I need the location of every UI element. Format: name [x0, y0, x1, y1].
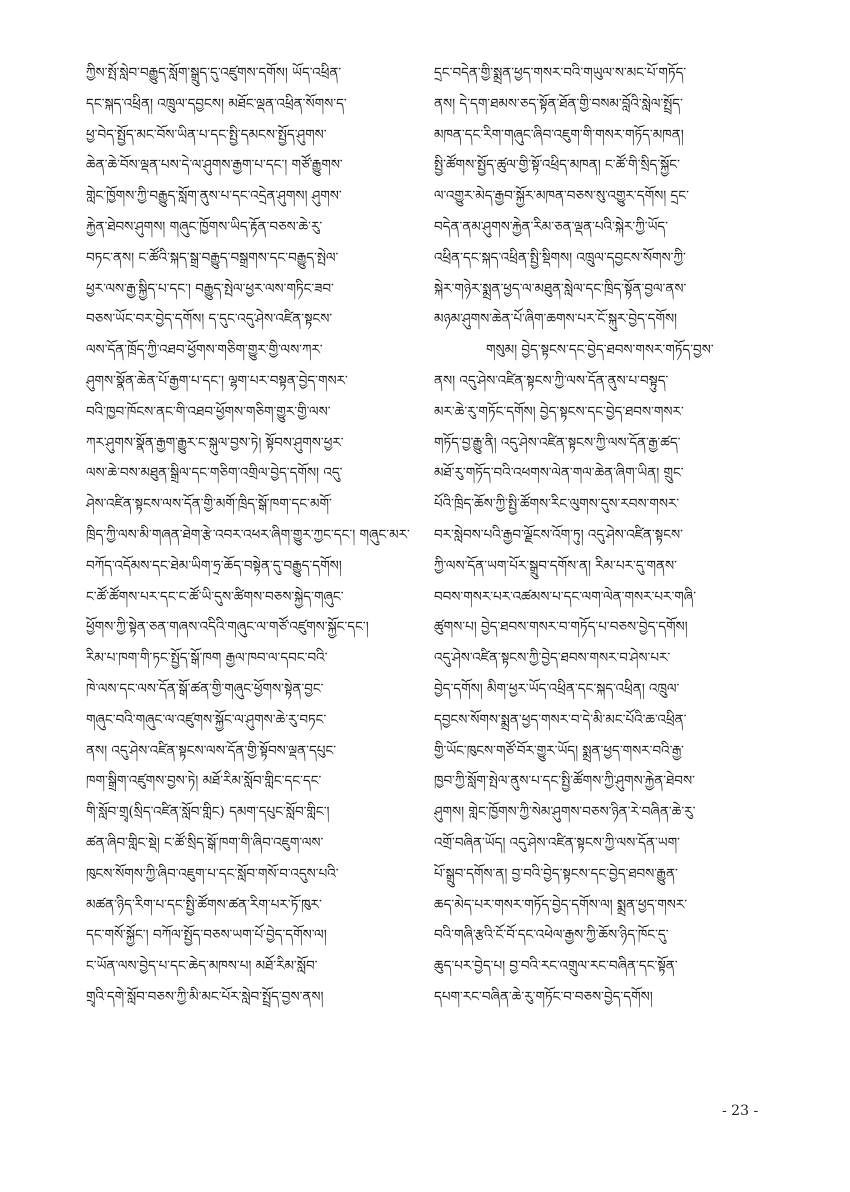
text-line: ནས། འདུ་ཤེས་འཛིན་སྟངས་ལས་དོན་གྱི་སྟོབས་ལྡན་དཔུང་: [86, 742, 337, 759]
text-line: པོའི་ཁྲིད་ཆོས་ཀྱི་སྤྱི་ཚོགས་རིང་ལུགས་དུས་རབས་གསར་: [434, 496, 680, 513]
text-line: འདུ་ཤེས་འཛིན་སྟངས་ཀྱི་བྱེད་ཐབས་གསར་བ་ཤེས་པར་: [434, 650, 671, 667]
text-line: དང་གསོ་སྐྱོང་། བཀོལ་སྤྱོད་བཅས་ཡག་པོ་བྱེད་དགོས་ལ།: [86, 927, 327, 944]
text-line: ཁེ་ལས་དང་ལས་དོན་སྒོ་ཚན་གྱི་གཞུང་ཕྱོགས་སྟེན་བྱང་: [86, 680, 324, 697]
text-line: གསུམ། བྱེད་སྟངས་དང་བྱེད་ཐབས་གསར་གཏོད་བྱས་: [486, 342, 714, 359]
page-number: - 23 -: [722, 1103, 759, 1119]
text-line: དང་སྐད་འཕྲིན། འཁྲུལ་དབྱངས། མཐོང་ལྡན་འཕྲིན་སོགས་ད་: [86, 95, 347, 112]
text-line: བའི་གཞི་རྩའི་ངོ་བོ་དང་འཕེལ་རྒྱས་ཀྱི་ཆོས་ཉིད་ཁོང་དུ་: [434, 927, 669, 944]
text-line: འགྲོ་བཞིན་ཡོད། འདུ་ཤེས་འཛིན་སྟངས་ཀྱི་ལས་དོན་ཡག་: [434, 834, 680, 851]
text-line: ཤུགས་སྣོན་ཆེན་པོ་རྒྱག་པ་དང་། ལྷག་པར་བསྟན་བྱེད་གསར་: [86, 372, 348, 389]
text-line: ཀྱིས་སྤོ་སླེབ་བརྒྱུད་སློག་སྒྲུད་དུ་འཛུགས་དགོས། ཡོད་འཕྲིན་: [86, 65, 342, 81]
text-line: ཆད་མེད་པར་གསར་གཏོད་བྱེད་དགོས་ལ། སྨྲན་ཕྱད་གསར་: [434, 896, 688, 913]
text-line: ཁྲིད་ཀྱི་ལས་མི་གཞན་ཐེག་རྩེ་འབར་འཕར་ཞིག་གྱུར་ཀྱང་དང་། གཞུང་མར་: [86, 526, 410, 543]
text-line: མཁན་དང་རིག་གཞུང་ཞིབ་འཇུག་གི་གསར་གཏོད་མཁན།: [434, 126, 684, 143]
text-line: ནས། དེ་དག་ཐམས་ཅད་སྟོན་ཐོན་གྱི་བསམ་བློའི་སླེལ་སྤྲོད་: [434, 95, 683, 112]
text-line: ནས། འདུ་ཤེས་འཛིན་སྟངས་ཀྱི་ལས་དོན་ནུས་པ་བསྟུད་: [434, 372, 669, 389]
text-line: ང་ཚོ་ཚོགས་པར་དང་ང་ཚོ་ཡི་དུས་ཚིགས་བཅས་སྐྱེད་གཞུང་: [86, 588, 344, 605]
text-line: མར་ཆེ་རུ་གཏོང་དགོས། བྱེད་སྟངས་དང་བྱེད་ཐབས་གསར་: [434, 403, 684, 420]
text-line: ཁུངས་སོགས་ཀྱི་ཞིབ་འཇུག་པ་དང་སློབ་གསོ་བ་འདུས་པའི་: [86, 865, 339, 882]
text-line: ཀར་ཤུགས་སྣོན་རྒྱག་རྒྱུར་ང་སྐུལ་བྱས་ཏེ། སྟོབས་ཤུགས་ཕྱར་: [86, 434, 344, 451]
text-line: གཞུང་བའི་གཞུང་ལ་འཛུགས་སྐྱོང་ལ་ཤུགས་ཆེ་རུ་བཏང་: [86, 711, 327, 728]
text-line: གི་སློབ་གྲྭ(སྲིད་འཛིན་སློབ་གླིང) དམག་དཔུང་སློབ་གླིང་།: [86, 804, 330, 821]
text-line: དཔག་རང་བཞིན་ཆེ་རུ་གཏོང་བ་བཅས་བྱེད་དགོས།: [434, 988, 653, 1005]
text-line: གྱི་ཡོང་ཁུངས་གཙོ་བོར་གྱུར་ཡོད། སྨྲན་ཕྱད་གསར་བའི་རྒྱ་: [434, 742, 684, 759]
text-line: བཀོད་འདོམས་དང་ཐེམ་ཡིག་ཧྲ་ཆོད་བསྟེན་དུ་བརྒྱུད་དགོས།: [86, 557, 342, 574]
text-line: བཏང་ནས། ང་ཚོའི་སྐད་སྒྲ་བརྒྱུད་བསྒྲགས་དང་བརྒྱུད་སྤེལ་: [86, 249, 339, 266]
text-line: པོ་སྒྲུབ་དགོས་ན། བྱ་བའི་བྱེད་སྟངས་དང་བྱེད་ཐབས་རྒྱུན་: [434, 865, 678, 882]
text-line: ཕྱར་ལས་རྒྱ་སྐྱིད་པ་དང་། བརྒྱུད་སྤེལ་ཕྱར་ལས་གཏིང་ཟབ་: [86, 280, 334, 297]
text-line: སྤྱི་ཚོགས་སྤྱོད་ཚུལ་གྱི་སྟོ་འཕྲིད་མཁན། ང་ཚོ་གི་སྲིད་སྐྱོང་: [434, 157, 680, 174]
text-line: རྐྱེན་ཐེབས་ཤུགས། གཞུང་ཁྱོགས་ཡིད་རྟོན་བཅས་ཆེ་རུ་: [86, 218, 323, 235]
text-line: ཁག་སྒྲིག་འཛུགས་བྱས་ཏེ། མཐོ་རིམ་སློབ་གླིང་དང་དང་: [86, 773, 322, 790]
text-line: ཆེན་ཆེ་བོས་ལྡན་པས་དེ་ལ་ཤུགས་རྒྱག་པ་དང་། གཙོ་རྒྱུགས་: [86, 157, 343, 174]
text-line: དབྱངས་སོགས་སྨྲན་ཕྱད་གསར་བ་དེ་མི་མང་པོའི་ཆ་འཕྲིན་: [434, 711, 687, 728]
text-line: ཕྱ་བེད་སྤྱོད་མང་བོས་ཡིན་པ་དང་སྤྱི་དམངས་སྤྱོད་ཤུགས་: [86, 126, 327, 143]
text-line: གཏོད་བྱ་རྒྱུ་ནི། འདུ་ཤེས་འཛིན་སྟངས་ཀྱི་ལས་དོན་རྒྱ་ཚད་: [434, 434, 681, 451]
text-line: ཕྱོགས་ཀྱི་སྟེན་ཅན་གཞས་འདིའི་གཞུང་ལ་གཙོ་འཛུགས་སྐྱོང་དང་།: [86, 619, 369, 636]
text-line: ལས་དོན་ཁྲོད་ཀྱི་འཐབ་ཕྱོགས་གཅིག་གྱུར་གྱི་ལས་ཀར་: [86, 342, 323, 359]
left-text-column: [86, 58, 436, 1013]
text-line: ཀྱི་ལས་དོན་ཡག་པོར་སྒྲུབ་དགོས་ན། རིམ་པར་དུ་གནས་: [434, 557, 677, 574]
text-line: བའི་ཁྱབ་ཁོངས་ནང་གི་འཐབ་ཕྱོགས་གཅིག་གྱུར་གྱི་ལས་: [86, 403, 331, 420]
text-line: ལས་ཆེ་བས་མཐུན་སྒྲིལ་དང་གཅིག་འགྲིལ་བྱེད་དགོས། འདུ་: [86, 465, 343, 482]
text-line: བཅས་ཡོང་བར་བྱེད་དགོས། ད་དུང་འདུ་ཤེས་འཛིན་སྟངས་: [86, 311, 333, 328]
text-line: ཤེས་འཛིན་སྟངས་ལས་དོན་གྱི་མགོ་ཁྲིད་སྒོ་ཁག་དང་མགོ་: [86, 496, 332, 513]
text-line: ཆུད་པར་བྱེད་པ། བྱ་བའི་རང་འགྲུལ་རང་བཞིན་དང་སྟོན་: [434, 958, 678, 975]
text-line: རིམ་པ་ཁག་གི་ཏང་སྤྱོད་སྒོ་ཁག རྒྱལ་ཁབ་ལ་དབང་བའི་: [86, 650, 328, 667]
text-line: མཐོ་རུ་གཏོད་བའི་འཕགས་ལེན་གལ་ཆེན་ཞིག་ཡིན། གྲུང་: [434, 465, 684, 482]
text-line: གྲྭའི་དགེ་སློབ་བཅས་ཀྱི་མི་མང་པོར་སླེབ་སྤྲོད་བྱས་ནས།: [86, 988, 324, 1005]
text-line: གླེང་ཁྱོགས་ཀྱི་བརྒྱུད་སློག་ནུས་པ་དང་འདྲེན་ཤུགས། ཤུགས་: [86, 188, 342, 205]
text-line: ལ་འགྱུར་མེད་རྒྱབ་སྐྱོར་མཁན་བཅས་སུ་འགྱུར་དགོས། དྲང་: [434, 188, 689, 205]
text-line: ཤུགས། གླེང་ཁྱོགས་ཀྱི་སེམ་ཤུགས་བཅས་ཉིན་རེ་བཞིན་ཆེ་རུ་: [434, 804, 696, 821]
text-line: འཕྲིན་དང་སྐད་འཕྲིན་སྤྱི་སྡིགས། འཁྲུལ་དབྱངས་སོགས་ཀྱི་: [434, 249, 686, 266]
text-line: དྲང་བདེན་གྱི་སྨྲན་ཕྱད་གསར་བའི་གཡུལ་ས་མང་པོ་གཏོད་: [434, 65, 687, 81]
text-line: ཁྱབ་ཀྱི་སློག་སྤེལ་ནུས་པ་དང་སྤྱི་ཚོགས་ཀྱི་ཤུགས་རྐྱེན་ཐེབས་: [434, 773, 695, 790]
text-line: བདེན་ནམ་ཤུགས་རྐྱེན་རིམ་ཅན་ལྡན་པའི་སྐེར་ཀྱི་ཡོད་: [434, 218, 669, 235]
text-line: བྱེད་དགོས། མིག་ཕྱར་ཡོད་འཕྲིན་དང་སྐད་འཕྲིན། འཁྲུལ་: [434, 680, 680, 697]
text-line: བབས་གསར་པར་འཚམས་པ་དང་ལག་ལེན་གསར་པར་གཞི་: [434, 588, 697, 605]
text-line: སྐེར་གཉེར་སྨྲན་ཕྱད་ལ་མཐུན་སླེལ་དང་ཁྲིད་སྟོན་བྱལ་ནས་: [434, 280, 687, 297]
right-text-column: [434, 58, 784, 1013]
text-line: མཚན་ཉིད་རིག་པ་དང་སྤྱི་ཚོགས་ཚན་རིག་པར་ཏོ་ཁུར་: [86, 896, 322, 913]
text-line: ང་ཡོན་ལས་བྱེད་པ་དང་ཆེད་མཁས་པ། མཐོ་རིམ་སློབ་: [86, 958, 318, 975]
text-line: ཚུགས་པ། བྱེད་ཐབས་གསར་བ་གཏོད་པ་བཅས་བྱེད་དགོས།: [434, 619, 688, 636]
text-line: ཚན་ཞིབ་གླིང་སྡེ། ང་ཚོ་སྲིད་སྒོ་ཁག་གི་ཞིབ་འཇུག་ལས་: [86, 834, 324, 851]
text-line: མཉམ་ཤུགས་ཆེན་པོ་ཞིག་ཆགས་པར་ངོ་སྐུར་བྱེད་དགོས།: [434, 311, 678, 328]
text-line: བར་སླེབས་པའི་རྒྱབ་ལྗོངས་འོག་ཏུ། འདུ་ཤེས་འཛིན་སྟངས་: [434, 526, 683, 543]
